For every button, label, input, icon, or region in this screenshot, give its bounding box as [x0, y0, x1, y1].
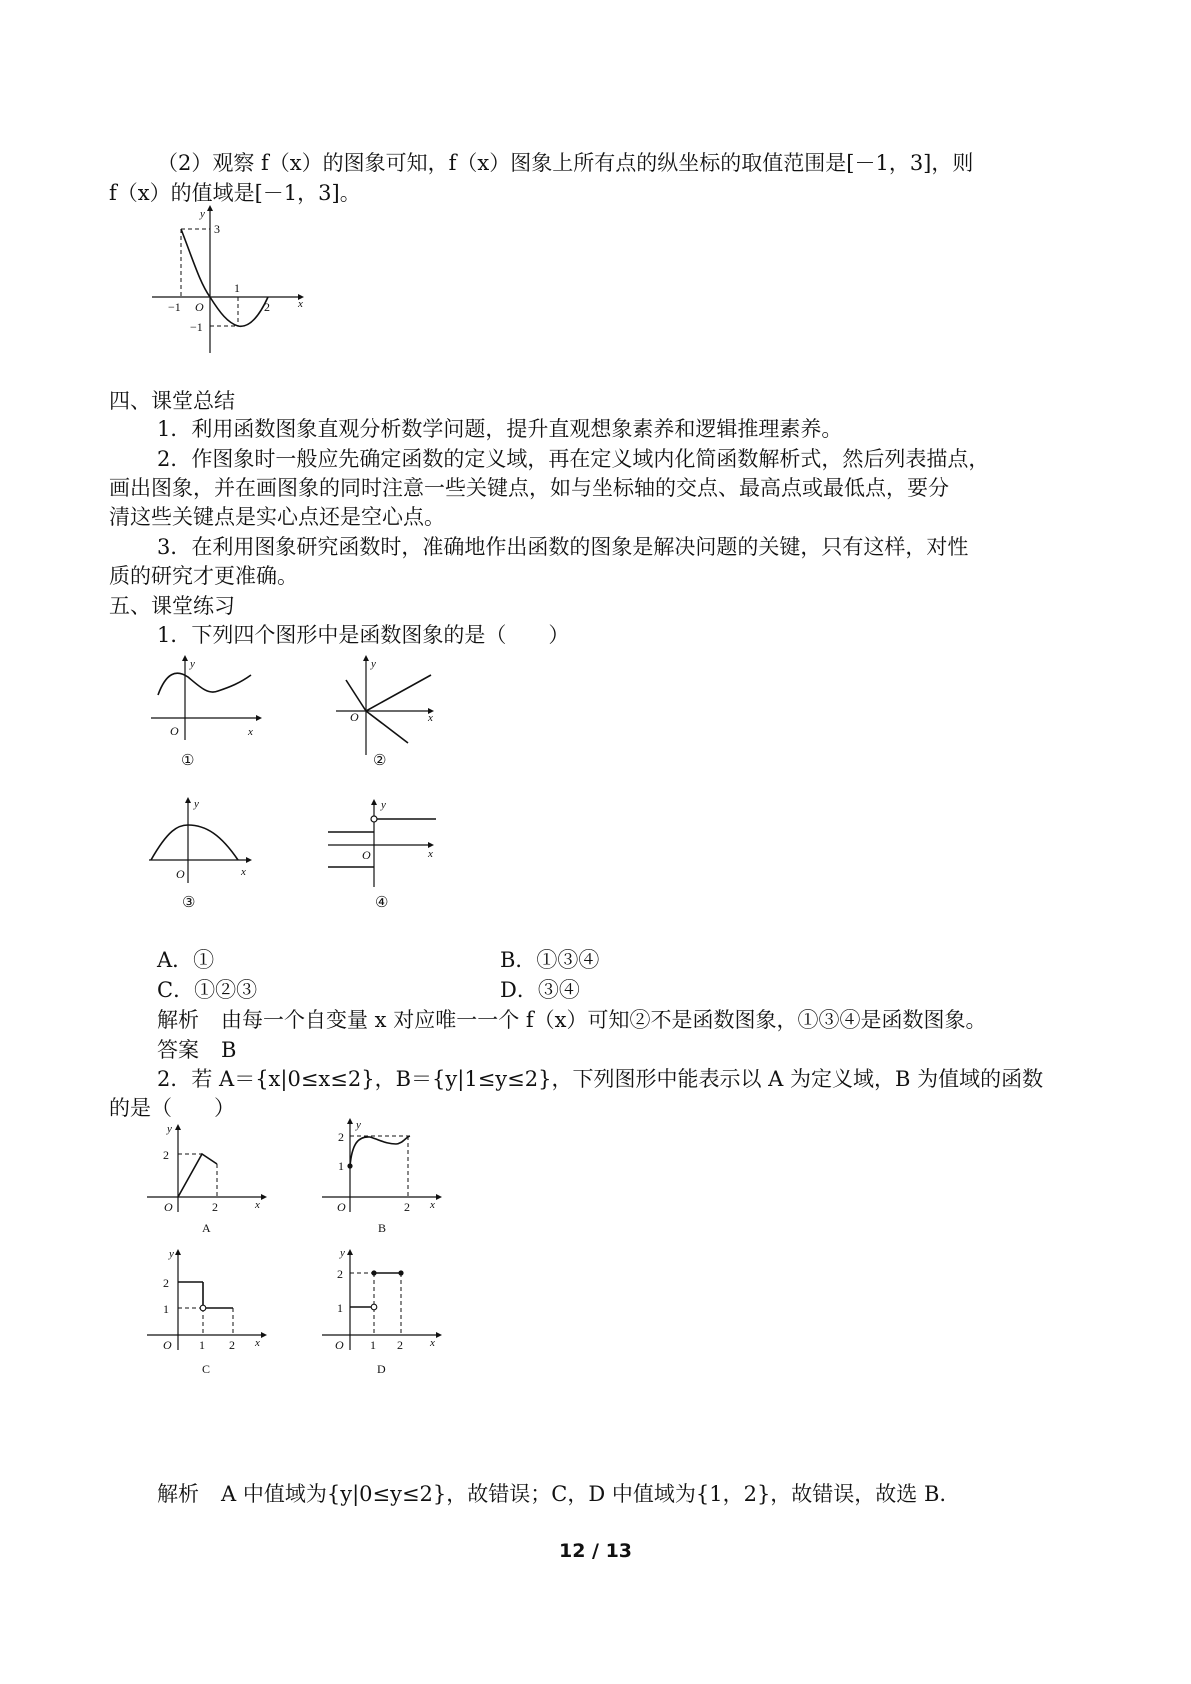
tick-y2: 2	[337, 1267, 343, 1281]
option-a: A．①	[157, 948, 215, 972]
origin-label: O	[195, 300, 204, 314]
tick-neg1-x: −1	[168, 300, 181, 314]
q1-parabola	[151, 825, 238, 860]
q1-figure-3	[146, 795, 266, 915]
answer-value: B	[221, 1038, 237, 1062]
tick-y1: 1	[337, 1301, 343, 1315]
tick-x2: 2	[229, 1338, 235, 1352]
summary-2-line1: 2．作图象时一般应先确定函数的定义域，再在定义域内化简函数解析式，然后列表描点，	[157, 447, 990, 471]
x-label: x	[428, 712, 433, 724]
tick-3: 3	[214, 222, 220, 236]
solid-point	[371, 1270, 376, 1275]
tick-2: 2	[264, 300, 270, 314]
y-label: y	[371, 658, 376, 670]
q1-ray-down	[366, 711, 408, 743]
summary-2-line3: 清这些关键点是实心点还是空心点。	[109, 505, 445, 529]
q1-answer	[157, 1035, 236, 1065]
analysis-text: 由每一个自变量 x 对应唯一一个 f（x）可知②不是函数图象，①③④是函数图象。	[221, 1008, 987, 1032]
x-label: x	[428, 848, 433, 860]
tick-1: 1	[234, 281, 240, 295]
x-label: x	[255, 1199, 260, 1211]
q2-figure-a	[145, 1122, 275, 1242]
tick-neg1-y: −1	[190, 320, 203, 334]
y-label: y	[190, 658, 195, 670]
q1-figure-2	[328, 655, 448, 775]
origin-label: O	[163, 1338, 172, 1352]
origin-label: O	[164, 1200, 173, 1214]
q1-ray-left	[346, 680, 366, 711]
y-arrow-icon	[207, 205, 213, 211]
solid-point	[347, 1163, 352, 1168]
analysis-label: 解析	[157, 1008, 199, 1032]
x-label: x	[430, 1337, 435, 1349]
fx-graph	[148, 205, 308, 355]
tick-x2: 2	[212, 1200, 218, 1214]
tick-x2: 2	[404, 1200, 410, 1214]
figure-label: ①	[181, 753, 195, 769]
tick-y2: 2	[338, 1130, 344, 1144]
tick-y1: 1	[163, 1302, 169, 1316]
q2-stem-line1: 2．若 A＝{x|0≤x≤2}，B＝{y|1≤y≤2}，下列图形中能表示以 A 为定义域，B 为值域的函数	[157, 1067, 1044, 1091]
tick-y2: 2	[163, 1148, 169, 1162]
q1-stem: 1．下列四个图形中是函数图象的是（ ）	[157, 623, 570, 647]
x-label: x	[248, 726, 253, 738]
x-label: x	[430, 1199, 435, 1211]
tick-x2: 2	[397, 1338, 403, 1352]
y-label: y	[356, 1119, 361, 1131]
q1-ray-up	[366, 675, 431, 711]
x-label: x	[298, 298, 303, 310]
figure-label: ③	[182, 895, 196, 911]
q1-figure-4	[328, 795, 448, 915]
origin-label: O	[350, 710, 359, 724]
q2-figure-d	[320, 1245, 450, 1375]
y-label: y	[194, 798, 199, 810]
figure-label: B	[378, 1221, 387, 1235]
y-label: y	[381, 799, 386, 811]
analysis-label: 解析	[157, 1482, 199, 1506]
figure-label: D	[377, 1362, 386, 1376]
tick-y1: 1	[338, 1159, 344, 1173]
figure-label: ②	[373, 753, 387, 769]
x-label: x	[255, 1337, 260, 1349]
answer-label: 答案	[157, 1038, 199, 1062]
origin-label: O	[337, 1200, 346, 1214]
y-label: y	[169, 1248, 174, 1260]
option-d: D．③④	[500, 978, 580, 1002]
origin-label: O	[335, 1338, 344, 1352]
y-label: y	[340, 1247, 345, 1259]
option-b: B．①③④	[500, 948, 600, 972]
q1-analysis	[157, 1005, 986, 1035]
hollow-point	[371, 1304, 377, 1310]
hollow-point	[371, 816, 377, 822]
section5-title: 五、课堂练习	[109, 594, 235, 618]
q2a-polyline	[178, 1154, 217, 1197]
q1-curve-1	[158, 673, 251, 695]
solid-point	[398, 1270, 403, 1275]
q2b-curve	[350, 1136, 410, 1166]
origin-label: O	[170, 724, 179, 738]
page-number: 12 / 13	[558, 1540, 633, 1562]
tick-y2: 2	[163, 1276, 169, 1290]
origin-label: O	[362, 848, 371, 862]
figure-label: A	[202, 1221, 211, 1235]
summary-3-line2: 质的研究才更准确。	[109, 564, 298, 588]
tick-x1: 1	[370, 1338, 376, 1352]
y-label: y	[167, 1123, 172, 1135]
figure-label: C	[202, 1362, 211, 1376]
x-label: x	[241, 866, 246, 878]
figure-label: ④	[375, 895, 389, 911]
option-c: C．①②③	[157, 978, 258, 1002]
origin-label: O	[176, 867, 185, 881]
para2-line2: f（x）的值域是[－1，3]。	[109, 181, 361, 205]
q1-figure-1	[148, 655, 268, 775]
q2-figure-c	[145, 1245, 275, 1375]
hollow-point	[200, 1305, 206, 1311]
section4-title: 四、课堂总结	[109, 389, 235, 413]
tick-x1: 1	[199, 1338, 205, 1352]
para2-line1: （2）观察 f（x）的图象可知，f（x）图象上所有点的纵坐标的取值范围是[－1，3]，则	[157, 151, 974, 175]
y-label: y	[200, 208, 205, 220]
analysis-text: A 中值域为{y|0≤y≤2}，故错误；C，D 中值域为{1，2}，故错误，故选 B.	[221, 1482, 947, 1506]
summary-2-line2: 画出图象，并在画图象的同时注意一些关键点，如与坐标轴的交点、最高点或最低点，要分	[109, 476, 949, 500]
q2-analysis	[157, 1479, 946, 1509]
q2-figure-b	[320, 1119, 450, 1242]
summary-3-line1: 3．在利用图象研究函数时，准确地作出函数的图象是解决问题的关键，只有这样，对性	[157, 535, 969, 559]
q2-stem-line2: 的是（ ）	[109, 1096, 235, 1120]
summary-1: 1．利用函数图象直观分析数学问题，提升直观想象素养和逻辑推理素养。	[157, 417, 843, 441]
